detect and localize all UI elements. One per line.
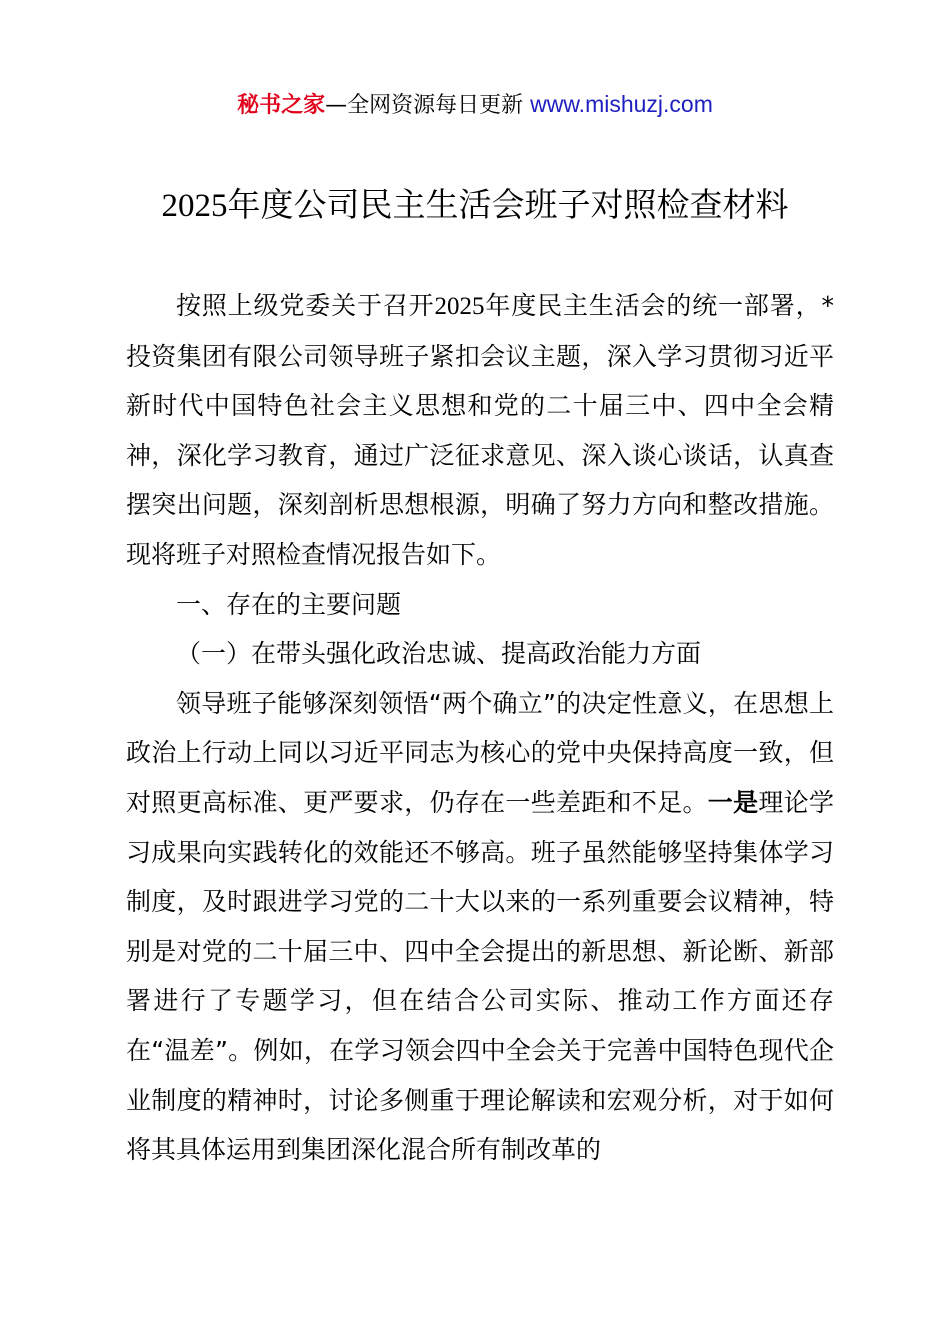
- section-heading: 一、存在的主要问题: [176, 589, 402, 619]
- section-paragraph: [126, 679, 834, 1175]
- section-para-post: 理论学习成果向实践转化的效能还不够高。班子虽然能够坚持集体学习制度，及时跟进学习党的二十大以来的一系列重要会议精神，特别是对党的二十届三中、四中全会提出的新思想、新论断、新部署进行了专题学习，但在结合公司实际、推动工作方面还存在“温差”。例如，在学习领会四中全会关于完善中国特色现代企业制度的精神时，讨论多侧重于理论解读和宏观分析，对于如何将其具体运用到集团深化混合所有制改革的: [126, 787, 834, 1165]
- site-brand: 秘书之家: [237, 93, 326, 118]
- intro-pre: 按照上级党委关于召开: [176, 291, 435, 320]
- intro-post: 年度民主生活会的统一部署，*投资集团有限公司领导班子紧扣会议主题，深入学习贯彻习近平新时代中国特色社会主义思想和党的二十届三中、四中全会精神，深化学习教育，通过广泛征求意见、深入谈心谈话，认真查摆突出问题，深刻剖析思想根源，明确了努力方向和整改措施。现将班子对照检查情况报告如下。: [126, 291, 834, 569]
- title-year: 2025: [161, 188, 228, 224]
- document-title: [0, 180, 950, 231]
- document-body: [126, 281, 834, 1175]
- site-tagline: —全网资源每日更新: [325, 93, 531, 118]
- intro-paragraph: [126, 281, 834, 580]
- site-url-link[interactable]: www.mishuzj.com: [530, 91, 713, 117]
- section-para-pre: 领导班子能够深刻领悟“两个确立”的决定性意义，在思想上政治上行动上同以习近平同志为核心的党中央保持高度一致，但对照更高标准、更严要求，仍存在一些差距和不足。: [126, 688, 834, 817]
- title-text: 年度公司民主生活会班子对照检查材料: [227, 185, 789, 224]
- intro-year: 2025: [434, 293, 485, 320]
- section-subheading: （一）在带头强化政治忠诚、提高政治能力方面: [176, 639, 702, 669]
- section-para-bold: 一是: [707, 787, 759, 817]
- site-header: [0, 88, 950, 122]
